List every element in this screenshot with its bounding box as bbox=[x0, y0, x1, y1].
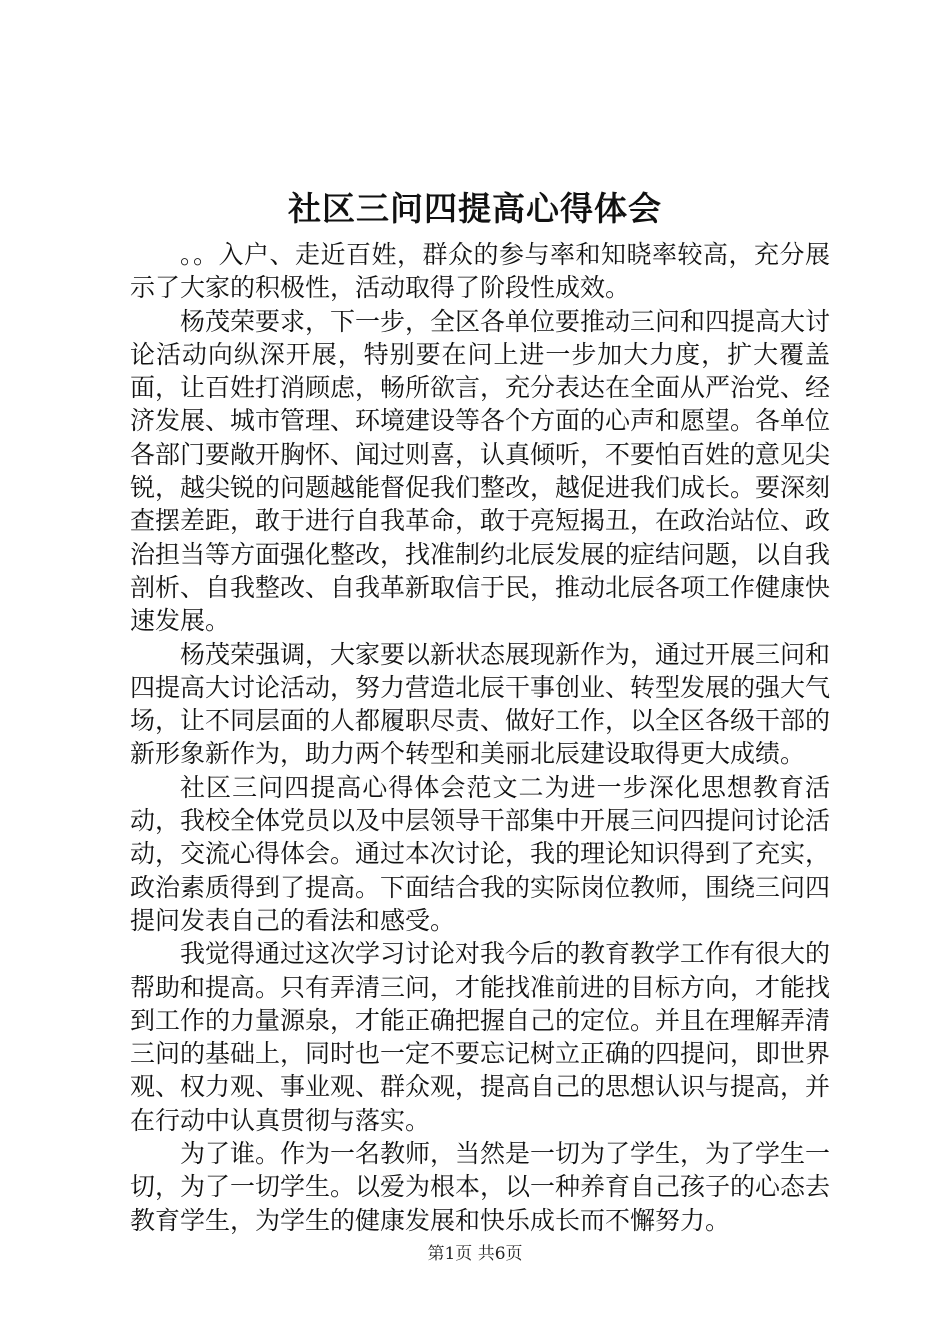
document-body bbox=[130, 238, 830, 1237]
paragraph: 。。入户、走近百姓，群众的参与率和知晓率较高，充分展示了大家的积极性，活动取得了阶段性成效。 bbox=[130, 240, 830, 303]
paragraph: 杨茂荣强调，大家要以新状态展现新作为，通过开展三问和四提高大讨论活动，努力营造北辰干事创业、转型发展的强大气场，让不同层面的人都履职尽责、做好工作，以全区各级干部的新形象新作为，助力两个转型和美丽北辰建设取得更大成绩。 bbox=[130, 639, 831, 769]
paragraph: 杨茂荣要求，下一步，全区各单位要推动三问和四提高大讨论活动向纵深开展，特别要在问上进一步加大力度，扩大覆盖面，让百姓打消顾虑，畅所欲言，充分表达在全面从严治党、经济发展、城市管理、环境建设等各个方面的心声和愿望。各单位各部门要敞开胸怀、闻过则喜，认真倾听，不要怕百姓的意见尖锐，越尖锐的问题越能督促我们整改，越促进我们成长。要深刻查摆差距，敢于进行自我革命，敢于亮短揭丑，在政治站位、政治担当等方面强化整改，找准制约北辰发展的症结问题，以自我剖析、自我整改、自我革新取信于民，推动北辰各项工作健康快速发展。 bbox=[130, 306, 831, 636]
paragraph: 我觉得通过这次学习讨论对我今后的教育教学工作有很大的帮助和提高。只有弄清三问，才能找准前进的目标方向，才能找到工作的力量源泉，才能正确把握自己的定位。并且在理解弄清三问的基础上，同时也一定不要忘记树立正确的四提问，即世界观、权力观、事业观、群众观，提高自己的思想认识与提高，并在行动中认真贯彻与落实。 bbox=[130, 939, 831, 1135]
page-number-footer: 第1页 共6页 bbox=[427, 1244, 523, 1264]
document-title: 社区三问四提高心得体会 bbox=[288, 189, 662, 228]
paragraph: 为了谁。作为一名教师，当然是一切为了学生，为了学生一切，为了一切学生。以爱为根本，以一种养育自己孩子的心态去教育学生，为学生的健康发展和快乐成长而不懈努力。 bbox=[130, 1139, 831, 1235]
paragraph: 社区三问四提高心得体会范文二为进一步深化思想教育活动，我校全体党员以及中层领导干部集中开展三问四提问讨论活动，交流心得体会。通过本次讨论，我的理论知识得到了充实，政治素质得到了提高。下面结合我的实际岗位教师，围绕三问四提问发表自己的看法和感受。 bbox=[130, 772, 831, 935]
